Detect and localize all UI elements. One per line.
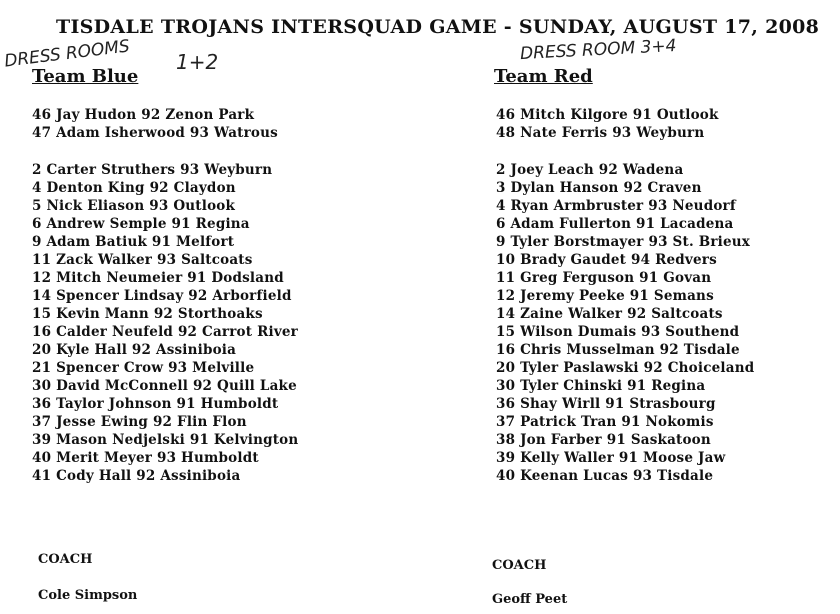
player-row: 48 Nate Ferris 93 Weyburn (496, 125, 705, 141)
player-row: 15 Kevin Mann 92 Storthoaks (32, 306, 263, 322)
player-row: 2 Carter Struthers 93 Weyburn (32, 162, 273, 178)
player-row: 12 Mitch Neumeier 91 Dodsland (32, 270, 284, 286)
player-row: 14 Zaine Walker 92 Saltcoats (496, 306, 723, 322)
player-row: 6 Andrew Semple 91 Regina (32, 216, 250, 232)
goalie-list (496, 106, 754, 142)
player-row: 40 Merit Meyer 93 Humboldt (32, 450, 259, 466)
player-row: 12 Jeremy Peeke 91 Semans (496, 288, 714, 304)
player-row: 11 Greg Ferguson 91 Govan (496, 270, 712, 286)
player-row: 16 Chris Musselman 92 Tisdale (496, 342, 740, 358)
player-row: 9 Adam Batiuk 91 Melfort (32, 234, 235, 250)
player-row: 46 Jay Hudon 92 Zenon Park (32, 107, 255, 123)
player-row: 36 Shay Wirll 91 Strasbourg (496, 396, 716, 412)
player-row: 46 Mitch Kilgore 91 Outlook (496, 107, 719, 123)
team-red-heading: Team Red (494, 66, 593, 87)
player-row: 38 Jon Farber 91 Saskatoon (496, 432, 711, 448)
skater-list (32, 161, 298, 485)
player-row: 4 Denton King 92 Claydon (32, 180, 236, 196)
player-row: 21 Spencer Crow 93 Melville (32, 360, 255, 376)
player-row: 4 Ryan Armbruster 93 Neudorf (496, 198, 736, 214)
player-row: 20 Kyle Hall 92 Assiniboia (32, 342, 237, 358)
player-row: 39 Kelly Waller 91 Moose Jaw (496, 450, 726, 466)
blue-coach-name: Cole Simpson (38, 588, 138, 603)
goalie-list (32, 106, 298, 142)
handwritten-blue-room-number: 1+2 (176, 50, 219, 74)
player-row: 41 Cody Hall 92 Assiniboia (32, 468, 241, 484)
player-row: 3 Dylan Hanson 92 Craven (496, 180, 702, 196)
team-blue-heading: Team Blue (32, 66, 139, 87)
red-coach-label: COACH (492, 558, 547, 573)
player-row: 16 Calder Neufeld 92 Carrot River (32, 324, 298, 340)
player-row: 47 Adam Isherwood 93 Watrous (32, 125, 278, 141)
player-row: 30 David McConnell 92 Quill Lake (32, 378, 297, 394)
handwritten-red-dress-room: DRESS ROOM 3+4 (519, 35, 677, 65)
player-row: 39 Mason Nedjelski 91 Kelvington (32, 432, 299, 448)
handwritten-blue-dress-rooms: DRESS ROOMS (3, 36, 131, 72)
player-row: 5 Nick Eliason 93 Outlook (32, 198, 236, 214)
player-row: 9 Tyler Borstmayer 93 St. Brieux (496, 234, 751, 250)
player-row: 37 Jesse Ewing 92 Flin Flon (32, 414, 247, 430)
player-row: 2 Joey Leach 92 Wadena (496, 162, 684, 178)
player-row: 15 Wilson Dumais 93 Southend (496, 324, 740, 340)
player-row: 14 Spencer Lindsay 92 Arborfield (32, 288, 292, 304)
red-coach-name: Geoff Peet (492, 592, 568, 607)
blue-coach-label: COACH (38, 552, 93, 567)
player-row: 11 Zack Walker 93 Saltcoats (32, 252, 253, 268)
player-row: 37 Patrick Tran 91 Nokomis (496, 414, 714, 430)
player-row: 20 Tyler Paslawski 92 Choiceland (496, 360, 755, 376)
player-row: 10 Brady Gaudet 94 Redvers (496, 252, 717, 268)
team-blue-roster (32, 106, 298, 485)
skater-list (496, 161, 754, 485)
player-row: 40 Keenan Lucas 93 Tisdale (496, 468, 714, 484)
player-row: 6 Adam Fullerton 91 Lacadena (496, 216, 734, 232)
player-row: 36 Taylor Johnson 91 Humboldt (32, 396, 279, 412)
page-title: TISDALE TROJANS INTERSQUAD GAME - SUNDAY, AUGUST 17, 2008 (56, 16, 820, 38)
team-red-roster (496, 106, 754, 485)
player-row: 30 Tyler Chinski 91 Regina (496, 378, 706, 394)
